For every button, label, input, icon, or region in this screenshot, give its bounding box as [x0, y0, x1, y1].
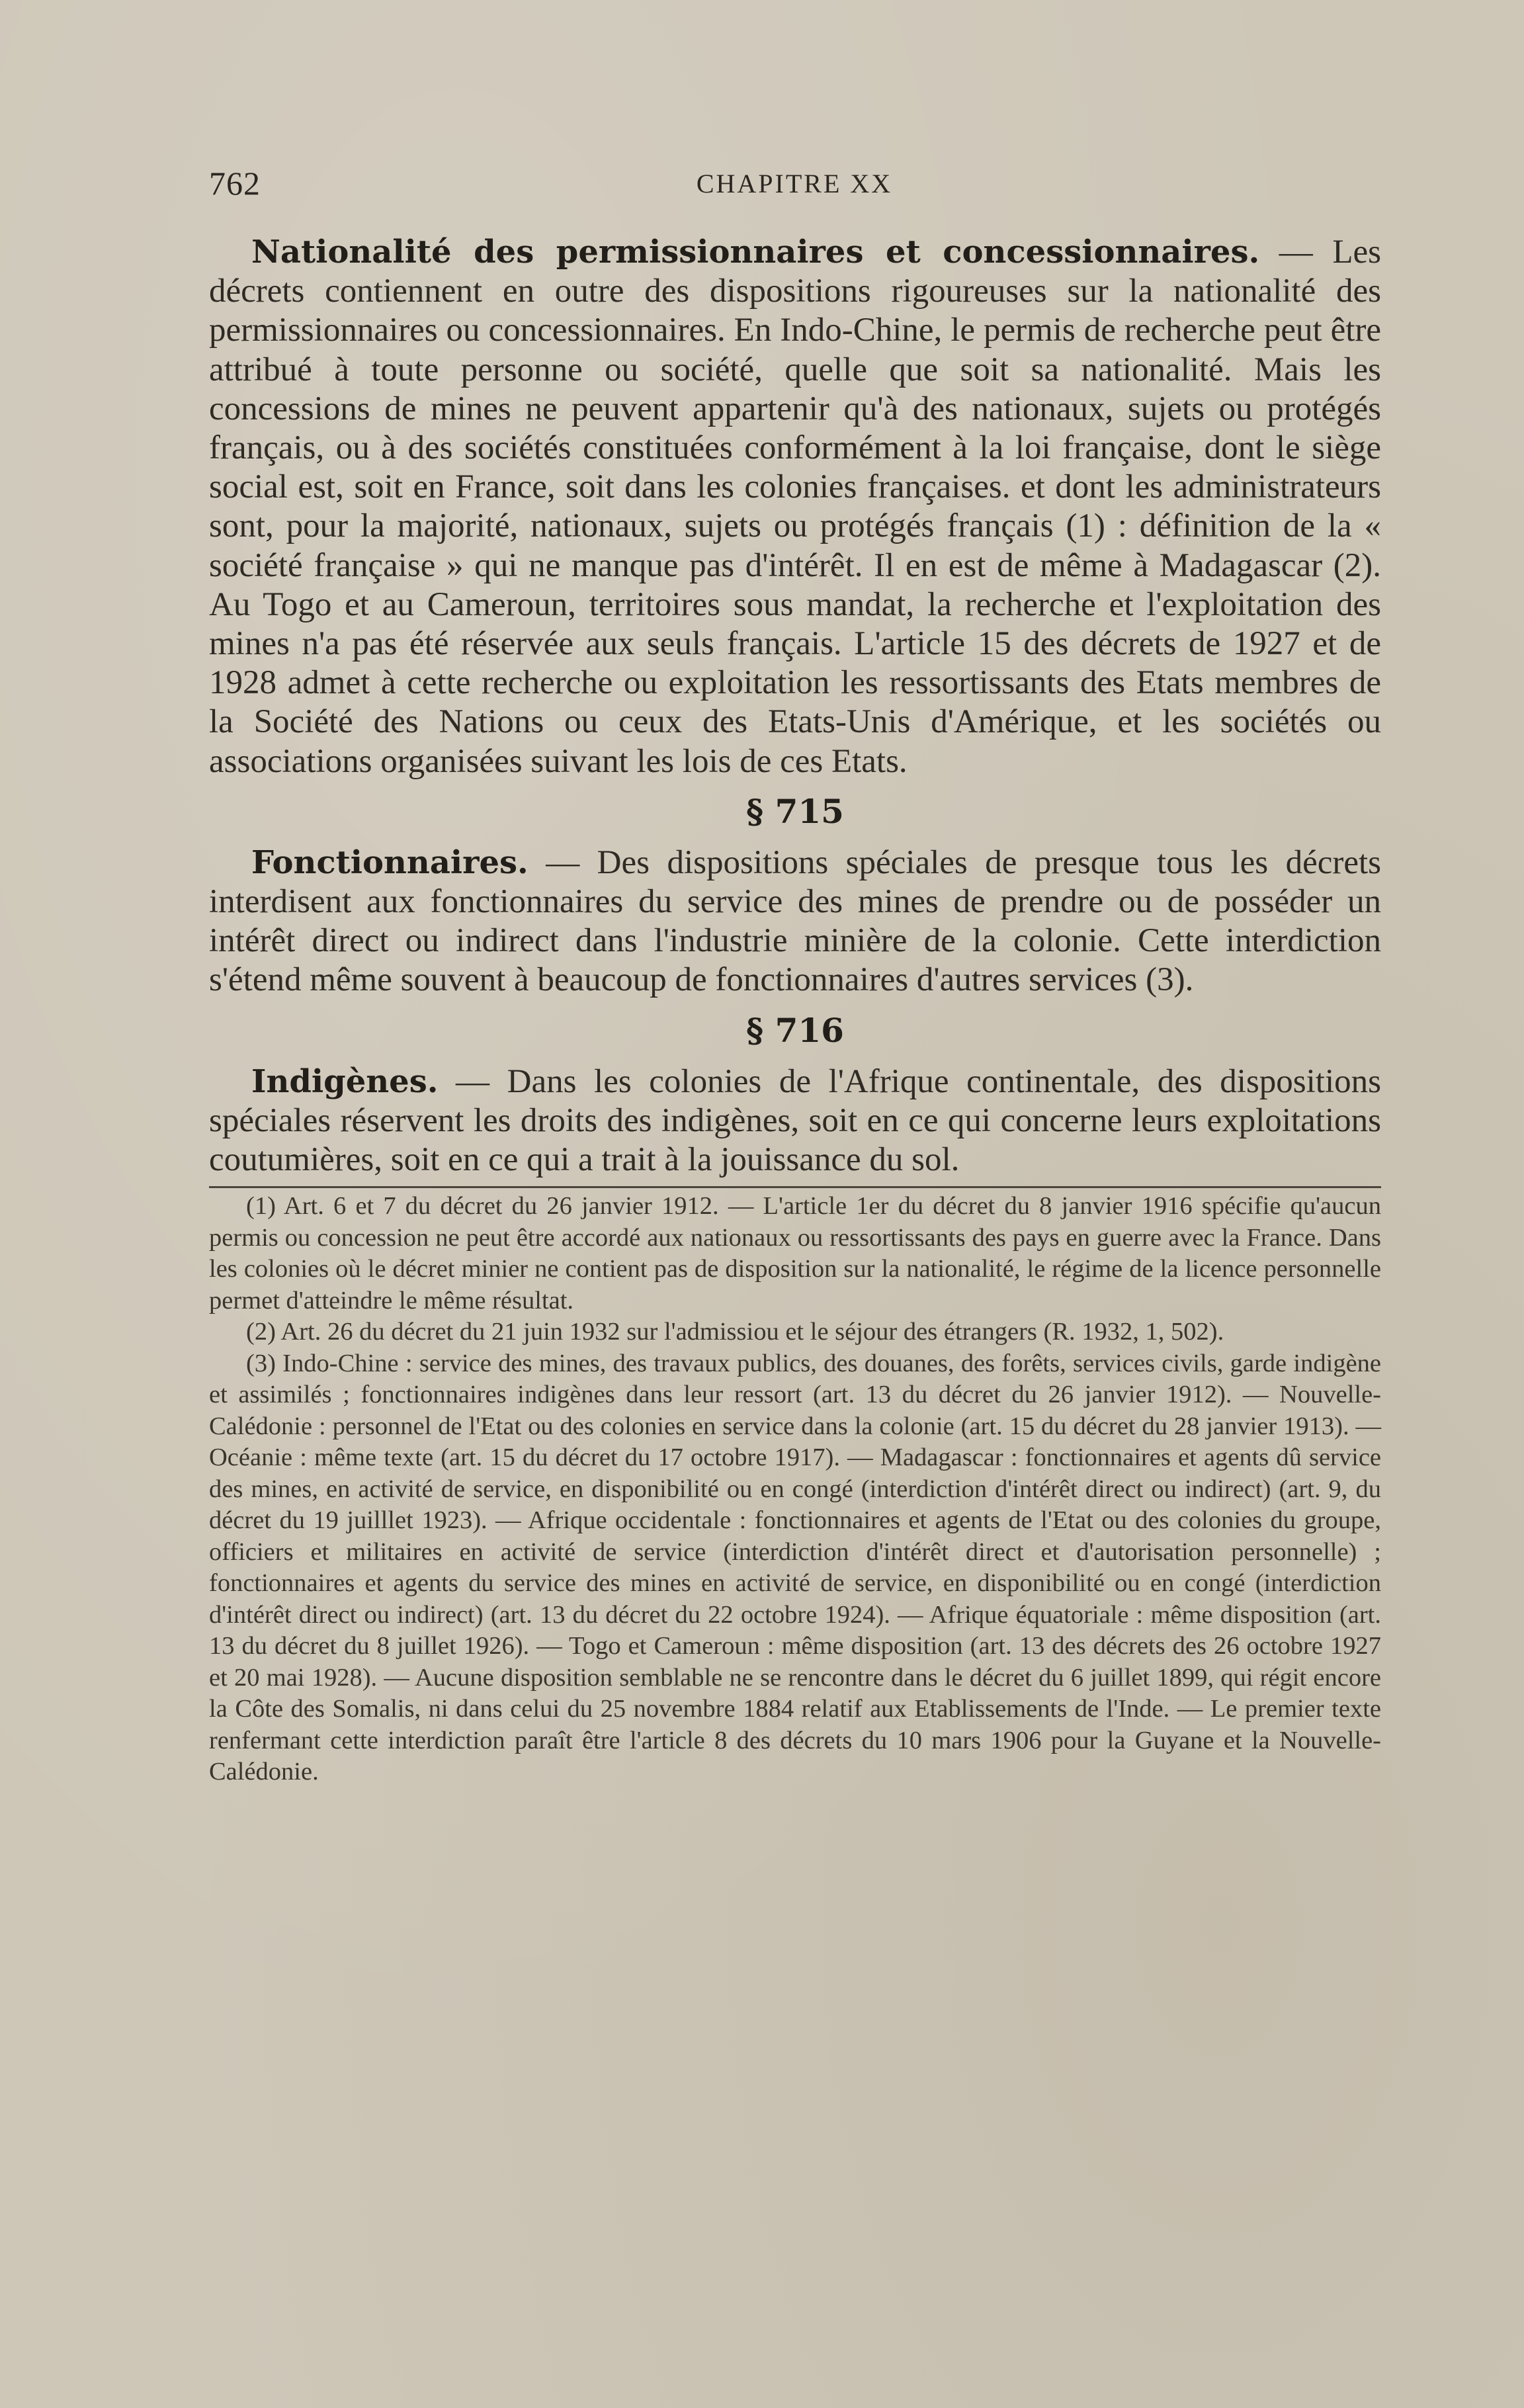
- section-716-heading: § 716: [746, 1010, 844, 1050]
- footnote-3: (3) Indo-Chine : service des mines, des travaux publics, des douanes, des forêts, services civils, garde indigène et assimilés ; fonctionnaires indigènes dans leur ressort (art. 13 du décret du 26 janvier 1912). — Nouvelle-Calédonie : personnel de l'Etat ou des colonies en service dans la colonie (art. 15 du décret du 28 janvier 1913). — Océanie : même texte (art. 15 du décret du 17 octobre 1917). — Madagascar : fonctionnaires et agents dû service des mines, en activité de service, en disponibilité ou en congé (interdiction d'intérêt direct ou indirect) (art. 9, du décret du 19 juilllet 1923). — Afrique occidentale : fonctionnaires et agents de l'Etat ou des colonies du groupe, officiers et militaires en activité de service (interdiction d'intérêt direct et d'autorisation personnelle) ; fonctionnaires et agents du service des mines en activité de service, en disponibilité ou en congé (interdiction d'intérêt direct ou indirect) (art. 13 du décret du 22 octobre 1924). — Afrique équatoriale : même disposition (art. 13 du décret du 8 juillet 1926). — Togo et Cameroun : même disposition (art. 13 des décrets des 26 octobre 1927 et 20 mai 1928). — Aucune disposition semblable ne se rencontre dans le décret du 6 juillet 1899, qui régit encore la Côte des Somalis, ni dans celui du 25 novembre 1884 relatif aux Etablissements de l'Inde. — Le premier texte renfermant cette interdiction paraît être l'article 8 des décrets du 10 mars 1906 pour la Guyane et la Nouvelle-Calédonie.: [209, 1349, 1381, 1786]
- paragraph-civil-servants: [209, 843, 1381, 1000]
- footnote-1: (1) Art. 6 et 7 du décret du 26 janvier 1912. — L'article 1er du décret du 8 janvier 1916 spécifie qu'aucun permis ou concession ne peut être accordé aux nationaux ou ressortissants des pays en guerre avec la France. Dans les colonies où le décret minier ne contient pas de disposition sur la nationalité, le régime de la licence personnelle permet d'atteindre le même résultat.: [209, 1192, 1381, 1314]
- section-715-heading: § 715: [746, 791, 844, 831]
- page-header: [209, 164, 1380, 204]
- paragraph-indigenous: [209, 1062, 1381, 1180]
- paragraph-text: — Les décrets contiennent en outre des dispositions rigoureuses sur la nationalité des permissionnaires ou concessionnaires. En Indo-Chine, le permis de recherche peut être attribué à toute personne ou société, quelle que soit sa nationalité. Mais les concessions de mines ne peuvent appartenir qu'à des nationaux, sujets ou protégés français, ou à des sociétés constituées conformément à la loi française, dont le siège social est, soit en France, soit dans les colonies françaises. et dont les administrateurs sont, pour la majorité, nationaux, sujets ou protégés français (1) : définition de la « société française » qui ne manque pas d'intérêt. Il en est de même à Madagascar (2). Au Togo et au Cameroun, territoires sous mandat, la recherche et l'exploitation des mines n'a pas été réservée aux seuls français. L'article 15 des décrets de 1927 et de 1928 admet à cette recherche ou exploitation les ressortissants des Etats membres de la Société des Nations ou ceux des Etats-Unis d'Amérique, et les sociétés ou associations organisées suivant les lois de ces Etats.: [209, 234, 1381, 780]
- footnote-2: (2) Art. 26 du décret du 21 juin 1932 sur l'admissiou et le séjour des étrangers (R. 1932, 1, 502).: [246, 1318, 1224, 1346]
- paragraph-text: — Dans les colonies de l'Afrique continentale, des dispositions spéciales réservent les droits des indigènes, soit en ce qui concerne leurs exploitations coutumières, soit en ce qui a trait à la jouissance du sol.: [209, 1062, 1381, 1179]
- paragraph-heading: Fonctionnaires.: [251, 843, 529, 881]
- page-body: [209, 233, 1381, 1788]
- footnote-divider: [209, 1186, 1381, 1188]
- paragraph-nationality: [209, 233, 1381, 781]
- page-number: 762: [209, 165, 261, 202]
- paragraph-heading: Indigènes.: [251, 1062, 439, 1100]
- running-title: CHAPITRE XX: [696, 169, 893, 198]
- footnotes: [209, 1191, 1381, 1788]
- paragraph-heading: Nationalité des permissionnaires et concessionnaires.: [251, 234, 1260, 271]
- paragraph-text: — Des dispositions spéciales de presque tous les décrets interdisent aux fonctionnaires du service des mines de prendre ou de posséder un intérêt direct ou indirect dans l'industrie minière de la colonie. Cette interdiction s'étend même souvent à beaucoup de fonctionnaires d'autres services (3).: [209, 843, 1381, 999]
